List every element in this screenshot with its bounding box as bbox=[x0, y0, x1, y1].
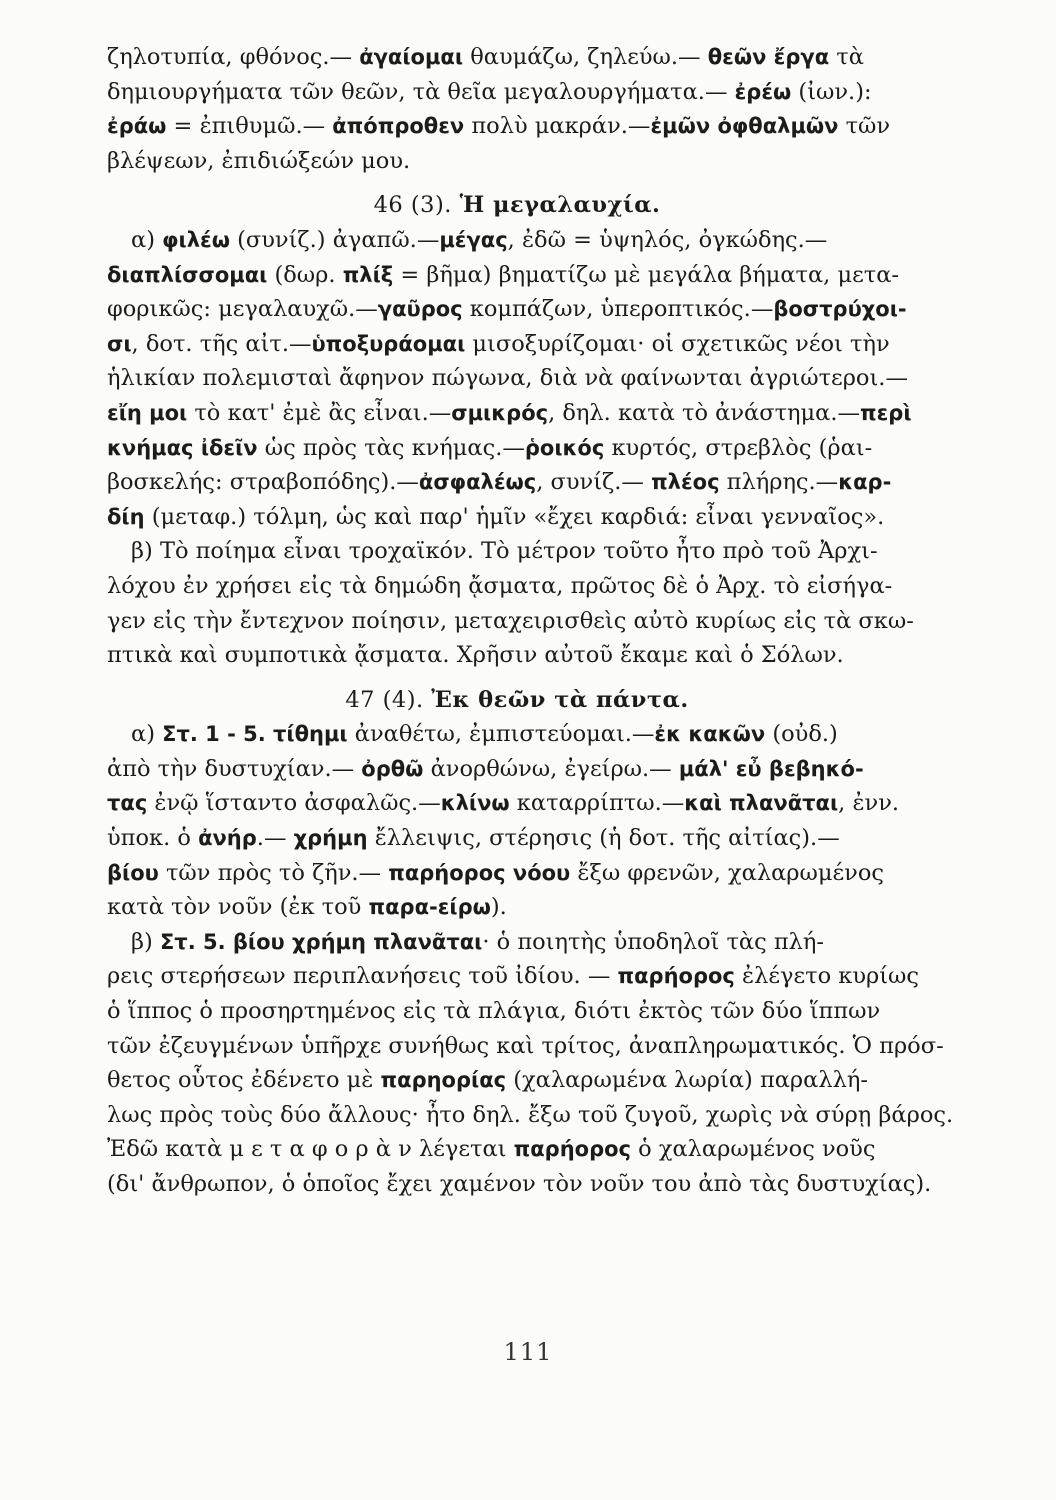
lemma-term: ἐράω bbox=[107, 114, 167, 139]
text-line bbox=[107, 1029, 967, 1064]
gloss-text: κυρτός, στρεβλὸς (ῥαι- bbox=[604, 434, 873, 461]
lemma-term: παρηορίας bbox=[380, 1068, 507, 1093]
gloss-text: ὁ ἵππος ὁ προσηρτημένος εἰς τὰ πλάγια, διότι ἐκτὸς τῶν δύο ἵππων bbox=[107, 998, 881, 1025]
lemma-term: γαῦρος bbox=[377, 297, 463, 322]
text-line bbox=[107, 569, 967, 604]
text-line bbox=[107, 109, 967, 144]
gloss-text: ἀνορθώνω, ἐγείρω.— bbox=[423, 755, 679, 782]
lemma-term: καὶ πλανᾶται bbox=[684, 791, 839, 816]
lemma-term: Στ. 5. βίου χρήμη πλανᾶται bbox=[159, 929, 483, 954]
lemma-term: καρ- bbox=[838, 470, 892, 495]
section-heading-47 bbox=[107, 683, 967, 718]
gloss-text: (ἰων.): bbox=[791, 78, 872, 105]
gloss-text: κομπάζων, ὑπεροπτικός.— bbox=[462, 296, 774, 323]
text-line bbox=[107, 327, 967, 362]
gloss-text: καταρρίπτω.— bbox=[509, 790, 685, 817]
lemma-term: βοστρύχοι- bbox=[773, 297, 907, 322]
text-line bbox=[107, 752, 967, 787]
gloss-text: , δοτ. τῆς αἰτ.— bbox=[131, 330, 312, 357]
intro-paragraph bbox=[107, 40, 967, 178]
gloss-text: β) Τὸ ποίημα εἶναι τροχαϊκόν. Τὸ μέτρον τοῦτο ἦτο πρὸ τοῦ Ἀρχι- bbox=[131, 538, 878, 565]
text-line bbox=[107, 465, 967, 500]
lemma-term: φιλέω bbox=[162, 227, 230, 252]
lemma-term: ῥοικός bbox=[524, 435, 605, 460]
gloss-text: = ἐπιθυμῶ.— bbox=[166, 113, 333, 140]
gloss-text: ρεις στερήσεων περιπλανήσεις τοῦ ἰδίου. — bbox=[107, 963, 618, 990]
gloss-text: ζηλοτυπία, φθόνος.— bbox=[107, 44, 360, 70]
gloss-text: (δι' ἄνθρωπον, ὁ ὁποῖος ἔχει χαμένον τὸν νοῦν του ἀπὸ τὰς δυστυχίας). bbox=[107, 1171, 932, 1197]
gloss-text: (συνίζ.) ἀγαπῶ.— bbox=[229, 226, 440, 253]
text-line bbox=[107, 959, 967, 994]
text-line bbox=[107, 361, 967, 396]
text-line bbox=[107, 534, 967, 569]
text-line bbox=[107, 75, 967, 110]
text-line bbox=[107, 258, 967, 293]
gloss-text: φορικῶς: μεγαλαυχῶ.— bbox=[107, 296, 378, 323]
lemma-term: κλίνω bbox=[440, 791, 510, 816]
gloss-text: θαυμάζω, ζηλεύω.— bbox=[463, 44, 708, 70]
section-number-46: 46 (3). bbox=[373, 192, 452, 219]
gloss-text: , ἐδῶ = ὑψηλός, ὀγκώδης.— bbox=[507, 226, 828, 253]
text-line bbox=[107, 786, 967, 821]
lemma-term: ἀνήρ bbox=[198, 826, 257, 851]
gloss-text: πολὺ μακράν.— bbox=[464, 113, 651, 140]
section-heading-46 bbox=[107, 188, 967, 223]
lemma-term: παρήορος bbox=[513, 1137, 631, 1162]
gloss-text: (μεταφ.) τόλμη, ὡς καὶ παρ' ἡμῖν «ἔχει καρδιά: εἶναι γενναῖος». bbox=[144, 503, 885, 530]
lemma-term: μέγας bbox=[439, 227, 508, 252]
lemma-term: ἐκ κακῶν bbox=[654, 722, 766, 747]
gloss-text: λόχου ἐν χρήσει εἰς τὰ δημώδη ᾄσματα, πρῶτος δὲ ὁ Ἀρχ. τὸ εἰσήγα- bbox=[107, 572, 893, 599]
lemma-term: διαπλίσσομαι bbox=[107, 262, 268, 287]
gloss-text: τῶν ἐζευγμένων ὑπῆρχε συνήθως καὶ τρίτος, ἀναπληρωματικός. Ὁ πρόσ- bbox=[107, 1032, 944, 1059]
lemma-term: ὑποξυράομαι bbox=[311, 331, 466, 356]
gloss-text: ἐλέγετο κυρίως bbox=[734, 963, 920, 990]
lemma-term: Στ. 1 - 5. τίθημι bbox=[162, 722, 348, 747]
gloss-text: (χαλαρωμένα λωρία) παραλλή- bbox=[506, 1067, 868, 1094]
gloss-text: · ὁ ποιητὴς ὑποδηλοῖ τὰς πλή- bbox=[482, 928, 825, 955]
gloss-text: .— bbox=[256, 825, 294, 852]
paragraph-46a bbox=[107, 223, 967, 534]
text-line bbox=[107, 144, 967, 179]
text-line bbox=[107, 292, 967, 327]
lemma-term: ἐρέω bbox=[734, 79, 792, 104]
gloss-text: ὑποκ. ὁ bbox=[107, 825, 199, 852]
lemma-term: μάλ' εὖ βεβηκό- bbox=[678, 756, 864, 781]
text-line bbox=[107, 717, 967, 752]
lemma-term: σι bbox=[107, 331, 132, 356]
gloss-text: γεν εἰς τὴν ἔντεχνον ποίησιν, μεταχειρισθεὶς αὐτὸ κυρίως εἰς τὰ σκω- bbox=[107, 607, 914, 634]
gloss-text: ὡς πρὸς τὰς κνήμας.— bbox=[257, 434, 525, 461]
paragraph-46b bbox=[107, 534, 967, 672]
section-number-47: 47 (4). bbox=[345, 686, 424, 713]
lemma-term: περὶ bbox=[860, 400, 912, 425]
lemma-term: πλίξ bbox=[342, 262, 394, 287]
body-text bbox=[107, 40, 967, 1202]
text-line bbox=[107, 856, 967, 891]
lemma-term: σμικρός bbox=[451, 400, 549, 425]
text-line bbox=[107, 604, 967, 639]
paragraph-47a bbox=[107, 717, 967, 925]
page-number: 111 bbox=[503, 1338, 553, 1366]
lemma-term: βίου bbox=[107, 860, 159, 885]
paragraph-47b bbox=[107, 925, 967, 1202]
lemma-term: πλέος bbox=[651, 470, 720, 495]
text-line bbox=[107, 40, 967, 75]
gloss-text: ἀναθέτω, ἐμπιστεύομαι.— bbox=[347, 721, 655, 748]
text-line bbox=[107, 1098, 967, 1133]
gloss-text: ἔξω φρενῶν, χαλαρωμένος bbox=[570, 859, 884, 886]
gloss-text: , δηλ. κατὰ τὸ ἀνάστημα.— bbox=[548, 399, 860, 426]
lemma-term: παρήορος bbox=[617, 964, 735, 989]
text-line bbox=[107, 1063, 967, 1098]
gloss-text: ἡλικίαν πολεμισταὶ ἄφηνον πώγωνα, διὰ νὰ φαίνωνται ἀγριώτεροι.— bbox=[107, 365, 908, 392]
text-line bbox=[107, 1132, 967, 1167]
text-line bbox=[107, 638, 967, 673]
gloss-text: α) bbox=[131, 226, 163, 253]
lemma-term: τας bbox=[107, 791, 148, 816]
gloss-text: λως πρὸς τοὺς δύο ἄλλους· ἦτο δηλ. ἔξω τοῦ ζυγοῦ, χωρὶς νὰ σύρῃ βάρος. bbox=[107, 1101, 954, 1128]
gloss-text: , ἐνν. bbox=[838, 790, 900, 817]
text-line bbox=[107, 994, 967, 1029]
gloss-text: τῶν bbox=[838, 113, 891, 140]
gloss-text: ἐνῷ ἵσταντο ἀσφαλῶς.— bbox=[147, 790, 441, 817]
lemma-term: δίη bbox=[107, 504, 145, 529]
gloss-text: ). bbox=[490, 894, 507, 921]
lemma-term: θεῶν ἔργα bbox=[707, 45, 830, 69]
text-line bbox=[107, 890, 967, 925]
text-line bbox=[107, 1167, 967, 1202]
gloss-text: β) bbox=[131, 928, 160, 955]
gloss-text: βοσκελής: στραβοπόδης).— bbox=[107, 469, 419, 496]
lemma-term: ὀρθῶ bbox=[361, 756, 424, 781]
lemma-term: εἴη μοι bbox=[107, 400, 188, 425]
lemma-term: ἐμῶν ὀφθαλμῶν bbox=[650, 114, 839, 139]
gloss-text: (οὐδ.) bbox=[765, 721, 838, 748]
gloss-text: τῶν πρὸς τὸ ζῆν.— bbox=[158, 859, 389, 886]
gloss-text: (δωρ. bbox=[267, 261, 343, 288]
lemma-term: κνήμας ἰδεῖν bbox=[107, 435, 258, 460]
gloss-text: θετος οὗτος ἐδένετο μὲ bbox=[107, 1067, 381, 1094]
gloss-text: α) bbox=[131, 721, 163, 748]
gloss-text: μισοξυρίζομαι· οἱ σχετικῶς νέοι τὴν bbox=[465, 330, 890, 357]
section-title-47: Ἐκ θεῶν τὰ πάντα. bbox=[431, 686, 689, 713]
gloss-text: πλήρης.— bbox=[719, 469, 839, 496]
text-line bbox=[107, 925, 967, 960]
section-title-46: Ἡ μεγαλαυχία. bbox=[459, 192, 661, 219]
gloss-text: τὰ bbox=[829, 44, 864, 70]
gloss-text: , συνίζ.— bbox=[536, 469, 652, 496]
text-line bbox=[107, 431, 967, 466]
gloss-text: βλέψεων, ἐπιδιώξεών μου. bbox=[107, 147, 411, 174]
lemma-term: ἀγαίομαι bbox=[359, 45, 464, 69]
gloss-text: = βῆμα) βηματίζω μὲ μεγάλα βήματα, μετα- bbox=[393, 261, 899, 288]
text-line bbox=[107, 223, 967, 258]
gloss-text: κατὰ τὸν νοῦν (ἐκ τοῦ bbox=[107, 894, 369, 921]
gloss-text: Ἐδῶ κατὰ μ ε τ α φ ο ρ ὰ ν λέγεται bbox=[107, 1136, 514, 1163]
lemma-term: ἀπόπροθεν bbox=[332, 114, 465, 139]
lemma-term: χρήμη bbox=[293, 826, 368, 851]
lemma-term: παρα-είρω bbox=[368, 895, 491, 920]
gloss-text: ἔλλειψις, στέρησις (ἡ δοτ. τῆς αἰτίας).— bbox=[367, 825, 840, 852]
gloss-text: ὁ χαλαρωμένος νοῦς bbox=[630, 1136, 876, 1163]
lemma-term: παρήορος νόου bbox=[388, 860, 571, 885]
text-line bbox=[107, 821, 967, 856]
gloss-text: δημιουργήματα τῶν θεῶν, τὰ θεῖα μεγαλουργήματα.— bbox=[107, 78, 735, 105]
gloss-text: πτικὰ καὶ συμποτικὰ ᾄσματα. Χρῆσιν αὐτοῦ ἔκαμε καὶ ὁ Σόλων. bbox=[107, 642, 844, 669]
text-line bbox=[107, 396, 967, 431]
gloss-text: τὸ κατ' ἐμὲ ἂς εἶναι.— bbox=[187, 399, 452, 426]
lemma-term: ἀσφαλέως bbox=[418, 470, 537, 495]
gloss-text: ἀπὸ τὴν δυστυχίαν.— bbox=[107, 755, 362, 782]
text-line bbox=[107, 500, 967, 535]
